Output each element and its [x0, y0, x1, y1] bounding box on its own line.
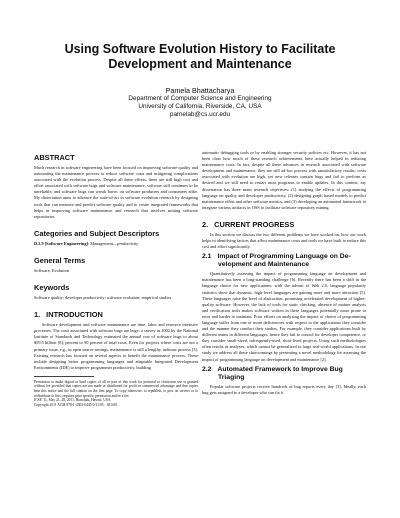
- categories-code: D.2.9 [Software Engineering]: [34, 240, 88, 246]
- subsection-2-1-body: Quantitatively assessing the impact of programming language on development and maintenance has been a long-standing challenge [6]. Recently there has been a shift in the language choice for new applications: with the advent of Web 2.0, language popularity statistics show that dynamic, high-level languages are gaining more and more attraction [5]. These languages raise the level of abstraction, promising accelerated development of higher-quality software. However, the lack of tools for static checking, absence of mature analysis and verification tools makes software written in these languages potentially more prone to error and harder to maintain. Prior efforts on analyzing the impact of choice of programming language suffer from one or more deficiencies with respect to the applications they consider and the manner they conduct their studies. For example, they consider applications built by different teams in different languages, hence they fail to control for developer competence, or they consider small-sized, infrequently-used, short-lived projects. Using such methodologies often results in analyses, which cannot be generalized to large real-world applications. In our study we address all these shortcomings by presenting a novel methodology for assessing the impact of programming language on development and maintenance [2].: [202, 271, 366, 362]
- subsection-number: 2.2: [202, 365, 212, 373]
- section-title: CURRENT PROGRESS: [214, 219, 295, 229]
- subsection-2-2-heading: [202, 366, 366, 382]
- introduction-heading: [34, 310, 198, 319]
- author-email: pamelab@cs.ucr.edu: [169, 111, 231, 118]
- footnote-rule: [34, 376, 94, 377]
- conference-info: ICSE '11, May 21–28, 2011, Honolulu, Hawaii, USA: [34, 398, 111, 403]
- general-terms-heading: General Terms: [34, 255, 86, 265]
- permission-notice: Permission to make digital or hard copies of all or part of this work for personal or classroom use is granted without fee provided that copies are not made or distributed for profit or commercial advantage and that copies bear this notice and the full citation on the first page. To copy otherwise, to republish, to post on servers or to redistribute to lists, requires prior specific permission and/or a fee.: [34, 379, 198, 398]
- general-terms-body: Software, Evolution: [34, 267, 69, 273]
- categories-body: [34, 241, 198, 247]
- left-column: [34, 150, 198, 407]
- right-column: [202, 150, 366, 398]
- subsection-title-line-2: Triaging: [218, 373, 245, 381]
- subsection-title-line-1: Automated Framework to Improve Bug: [217, 365, 343, 373]
- introduction-body: Software development and software maintenance are time, labor and resource intensive processes. The costs associated with software bugs are huge: a survey in 2002 by the National Institute of Standards and Technology estimated the annual cost of software bugs to about $59.5 billion [8]; percent to 90 percent of total costs. Even for projects where costs are not a primary issue, e.g., in open source settings, maintenance is still a lengthy, arduous process [3]. Existing research has focused on several aspects to benefit the maintenance process. These include designing better programming languages and adaptable Integrated Development Environments (IDE) to improve programmer productivity, building: [34, 322, 198, 370]
- section-title: INTRODUCTION: [46, 310, 103, 320]
- current-progress-heading: [202, 220, 366, 229]
- subsection-title-line-2: velopment and Maintenance: [218, 261, 310, 269]
- introduction-continued: automatic debugging tools or by enabling stronger security policies etc. However, it has not been clear how much of these research achievements have actually helped in reducing maintenance costs. In fact, despite all these advances in research associated with software development and maintenance, they are still ad-hoc process with unsatisfactory results: costs associated with evolution are high, yet new releases contain bugs and fail to perform as desired and we still need to restart most programs to enable updates. In this context, my dissertation has three main research objectives: (1) studying the effects of programming language on quality and developer productivity, (2) designing graph based models to predict maintenance effort and other software metrics, and (3) developing an automated framework to integrate various artifacts in OSS to facilitate software repository mining.: [202, 150, 366, 210]
- author-block: [80, 86, 320, 119]
- keywords-heading: Keywords: [34, 283, 70, 293]
- author-affiliation-university: University of California, Riverside, CA, USA: [138, 103, 262, 110]
- subsection-2-2-body: Popular software projects receive hundreds of bug reports every day [3]. Ideally, each bug gets assigned to a developer who can fix it: [202, 383, 366, 395]
- keywords-body: Software quality; developer productivity; software evolution; empirical studies: [34, 295, 172, 301]
- paper-title: [40, 42, 360, 72]
- author-name: Pamela Bhattacharya: [165, 86, 235, 95]
- categories-heading: Categories and Subject Descriptors: [34, 228, 160, 238]
- section-number: 2.: [202, 219, 209, 229]
- copyright-notice: Copyright 2011 ACM 978-1-4503-0445-0/11/05 ...$10.00.: [34, 402, 118, 407]
- title-line-2: Development and Maintenance: [108, 57, 292, 71]
- title-line-1: Using Software Evolution History to Facilitate: [64, 42, 336, 56]
- subsection-2-1-heading: [202, 253, 366, 269]
- section-number: 1.: [34, 310, 41, 320]
- author-affiliation-dept: Department of Computer Science and Engineering: [128, 95, 272, 102]
- categories-rest: : Management—: [87, 240, 118, 246]
- abstract-heading: ABSTRACT: [34, 153, 75, 162]
- categories-italic: productivity: [117, 240, 139, 246]
- subsection-title-line-1: Impact of Programming Language on De-: [217, 253, 351, 261]
- abstract-body: Much research in software engineering have been focused on improving software quality and automating the maintenance process to reduce software costs and mitigating complications associated with the evolution process. Despite all these efforts, there are still high cost and effort associated with software bugs and software maintenance, software still continues to be unreliable, and software bugs can wreak havoc on software producers and consumers alike. My dissertation aims to advance the state-of-art in software evolution research by designing tools that can measure and predict software quality and to create integrated frameworks that helps in improving software maintenance and research that involves mining software repositories.: [34, 165, 198, 219]
- subsection-number: 2.1: [202, 253, 212, 261]
- current-progress-body: In this section we discuss the two different problems we have worked on, how our work helps in identifying factors that affect maintenance costs and tools we have built to reduce this cost and effort significantly.: [202, 231, 366, 250]
